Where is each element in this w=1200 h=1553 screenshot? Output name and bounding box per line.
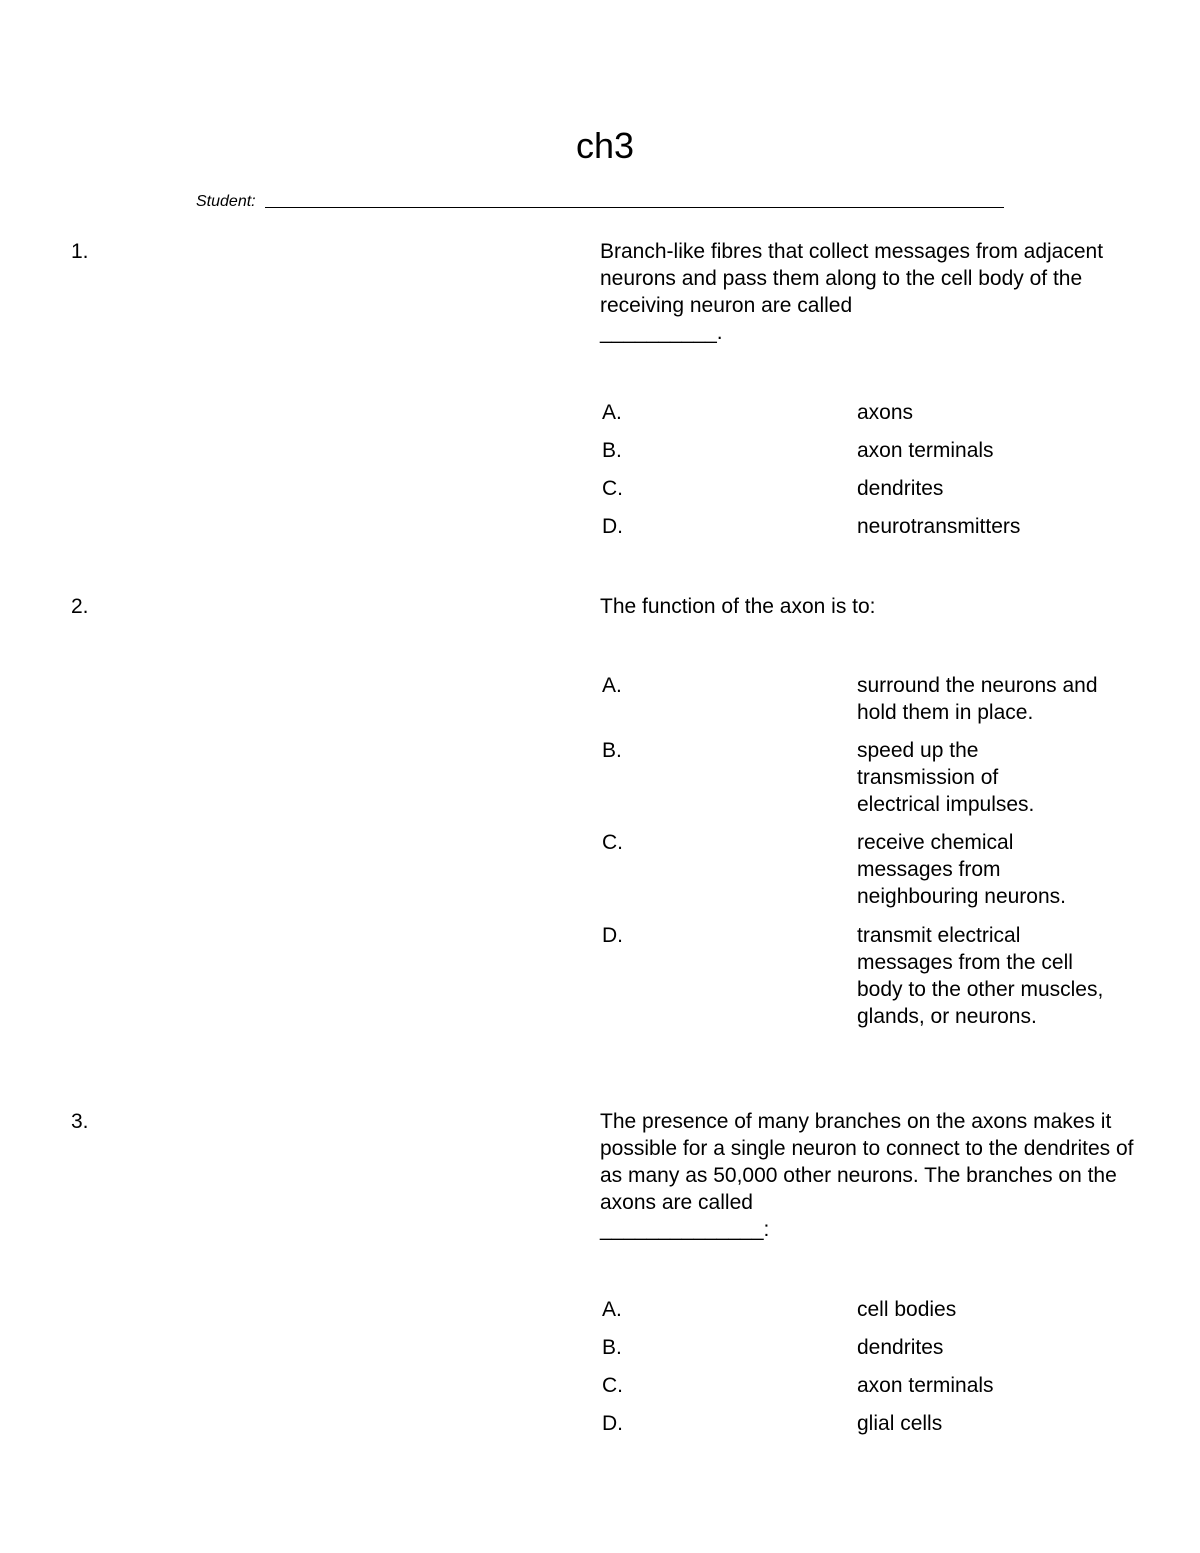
option-letter: B.: [602, 739, 622, 762]
question-number: 3.: [71, 1110, 89, 1133]
page-title: ch3: [575, 125, 635, 166]
answer-blank: ______________:: [600, 1218, 770, 1241]
question-text: [600, 593, 1130, 620]
option-text: axon terminals: [857, 1374, 994, 1397]
option-text: dendrites: [857, 477, 944, 500]
answer-blank: __________.: [600, 321, 723, 344]
question-stem: Branch-like fibres that collect messages from adjacent neurons and pass them along to the cell body of the receiving neuron are called: [600, 240, 1104, 317]
question-number: 2.: [71, 595, 89, 618]
option-letter: B.: [602, 1336, 622, 1359]
option-text: surround the neurons and hold them in place.: [857, 674, 1098, 724]
question-stem: The presence of many branches on the axons makes it possible for a single neuron to connect to the dendrites of as many as 50,000 other neurons. The branches on the axons are called: [600, 1110, 1134, 1214]
option-text: receive chemical messages from neighbouring neurons.: [857, 831, 1066, 908]
question-stem: The function of the axon is to:: [600, 595, 876, 618]
option-letter: D.: [602, 924, 623, 947]
option-letter: C.: [602, 1374, 623, 1397]
option-letter: B.: [602, 439, 622, 462]
question-text: [600, 238, 1120, 346]
option-text: transmit electrical messages from the cell body to the other muscles, glands, or neurons.: [857, 924, 1104, 1028]
student-field[interactable]: [196, 192, 1004, 212]
option-text: axons: [857, 401, 914, 424]
option-text: dendrites: [857, 1336, 944, 1359]
question-number: 1.: [71, 240, 89, 263]
option-letter: C.: [602, 477, 623, 500]
student-name-line[interactable]: [265, 207, 1004, 208]
option-text: glial cells: [857, 1412, 943, 1435]
question-text: [600, 1108, 1135, 1243]
option-letter: A.: [602, 1298, 622, 1321]
option-letter: A.: [602, 401, 622, 424]
option-text: axon terminals: [857, 439, 994, 462]
student-label: Student:: [196, 193, 256, 210]
option-text: speed up the transmission of electrical impulses.: [857, 739, 1035, 816]
option-letter: A.: [602, 674, 622, 697]
option-letter: C.: [602, 831, 623, 854]
option-text: cell bodies: [857, 1298, 957, 1321]
option-letter: D.: [602, 1412, 623, 1435]
option-letter: D.: [602, 515, 623, 538]
option-text: neurotransmitters: [857, 515, 1021, 538]
